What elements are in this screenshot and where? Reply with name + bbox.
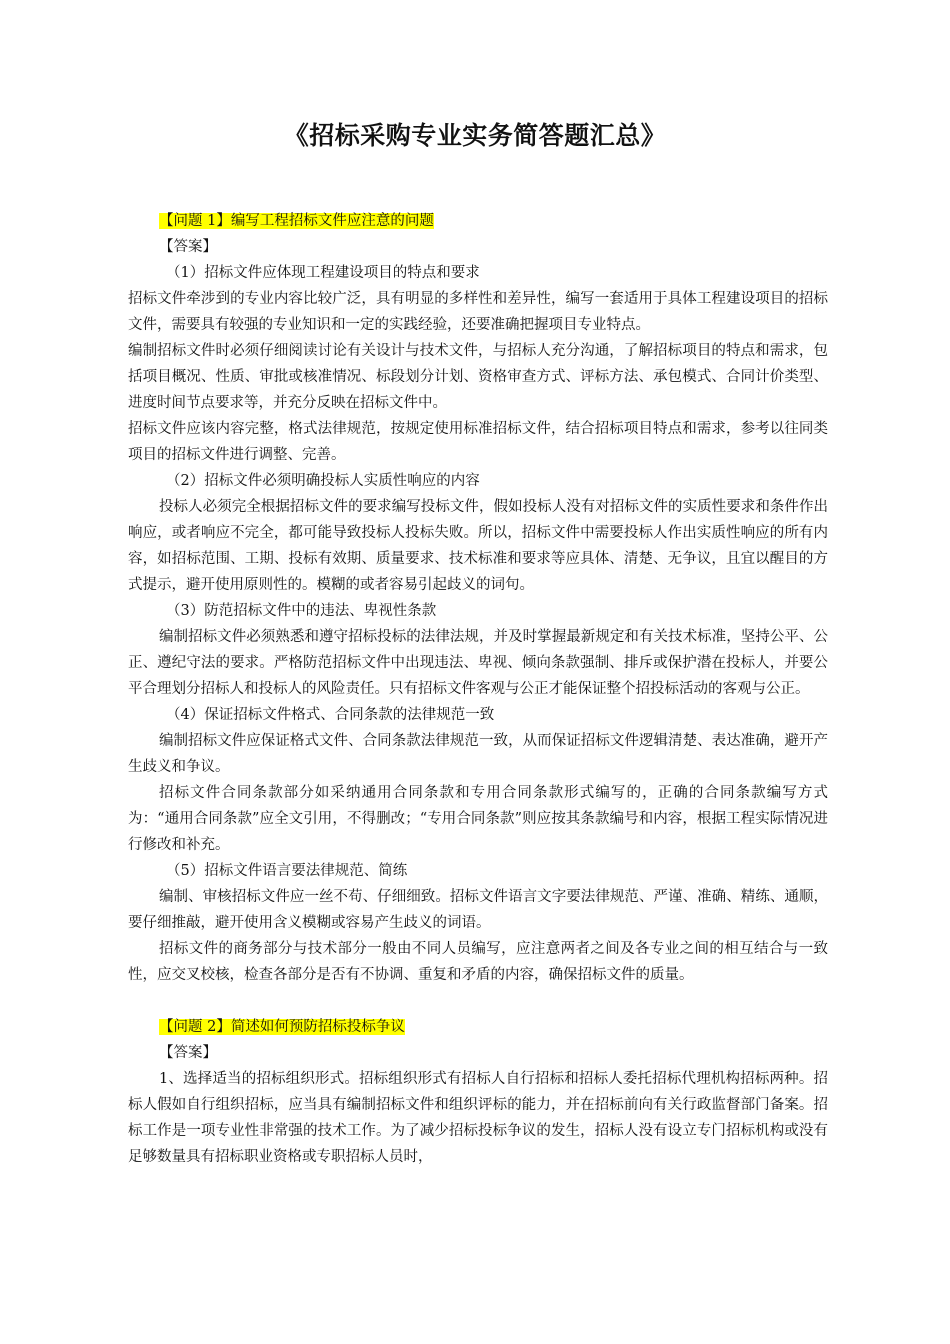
paragraph: 编制、审核招标文件应一丝不苟、仔细细致。招标文件语言文字要法律规范、严谨、准确、精练、通顺，要仔细推敲，避开使用含义模糊或容易产生歧义的词语。 [128, 889, 828, 931]
paragraph: 招标文件牵涉到的专业内容比较广泛，具有明显的多样性和差异性，编写一套适用于具体工程建设项目的招标文件，需要具有较强的专业知识和一定的实践经验，还要准确把握项目专业特点。 [128, 291, 828, 333]
section-heading: （5）招标文件语言要法律规范、简练 [166, 863, 408, 879]
paragraph: 编制招标文件应保证格式文件、合同条款法律规范一致，从而保证招标文件逻辑清楚、表达准确，避开产生歧义和争议。 [128, 733, 828, 775]
spacer [128, 988, 828, 1014]
question-1-highlight: 【问题 1】编写工程招标文件应注意的问题 [159, 213, 434, 229]
paragraph: 1、选择适当的招标组织形式。招标组织形式有招标人自行招标和招标人委托招标代理机构招标两种。招标人假如自行组织招标，应当具有编制招标文件和组织评标的能力，并在招标前向有关行政监督部门备案。招标工作是一项专业性非常强的技术工作。为了减少招标投标争议的发生，招标人没有设立专门招标机构或没有足够数量具有招标职业资格或专职招标人员时， [128, 1071, 828, 1165]
document-title: 《招标采购专业实务简答题汇总》 [283, 121, 667, 150]
paragraph: 招标文件合同条款部分如采纳通用合同条款和专用合同条款形式编写的，正确的合同条款编写方式为：“通用合同条款”应全文引用，不得删改；“专用合同条款”则应按其条款编号和内容，根据工程实际情况进行修改和补充。 [128, 785, 828, 853]
question-2-heading [159, 1014, 828, 1040]
section-heading: （4）保证招标文件格式、合同条款的法律规范一致 [166, 707, 495, 723]
answer-label: 【答案】 [159, 1045, 217, 1061]
paragraph: 招标文件的商务部分与技术部分一般由不同人员编写，应注意两者之间及各专业之间的相互结合与一致性，应交叉校核，检查各部分是否有不协调、重复和矛盾的内容，确保招标文件的质量。 [128, 941, 828, 983]
answer-label: 【答案】 [159, 239, 217, 255]
section-heading: （2）招标文件必须明确投标人实质性响应的内容 [166, 473, 480, 489]
paragraph: 编制招标文件时必须仔细阅读讨论有关设计与技术文件，与招标人充分沟通，了解招标项目的特点和需求，包括项目概况、性质、审批或核准情况、标段划分计划、资格审查方式、评标方法、承包模式、合同计价类型、进度时间节点要求等，并充分反映在招标文件中。 [128, 343, 828, 411]
question-2-highlight: 【问题 2】简述如何预防招标投标争议 [159, 1019, 405, 1035]
document-body [128, 208, 828, 1170]
paragraph: 投标人必须完全根据招标文件的要求编写投标文件，假如投标人没有对招标文件的实质性要求和条件作出响应，或者响应不完全，都可能导致投标人投标失败。所以，招标文件中需要投标人作出实质性响应的所有内容，如招标范围、工期、投标有效期、质量要求、技术标准和要求等应具体、清楚、无争议，且宜以醒目的方式提示，避开使用原则性的。模糊的或者容易引起歧义的词句。 [128, 499, 828, 593]
paragraph: 编制招标文件必须熟悉和遵守招标投标的法律法规，并及时掌握最新规定和有关技术标准，坚持公平、公正、遵纪守法的要求。严格防范招标文件中出现违法、卑视、倾向条款强制、排斥或保护潜在投标人，并要公平合理划分招标人和投标人的风险责任。只有招标文件客观与公正才能保证整个招投标活动的客观与公正。 [128, 629, 828, 697]
question-1-heading [159, 208, 828, 234]
section-heading: （1）招标文件应体现工程建设项目的特点和要求 [166, 265, 480, 281]
section-heading: （3）防范招标文件中的违法、卑视性条款 [166, 603, 437, 619]
paragraph: 招标文件应该内容完整，格式法律规范，按规定使用标准招标文件，结合招标项目特点和需求，参考以往同类项目的招标文件进行调整、完善。 [128, 421, 828, 463]
